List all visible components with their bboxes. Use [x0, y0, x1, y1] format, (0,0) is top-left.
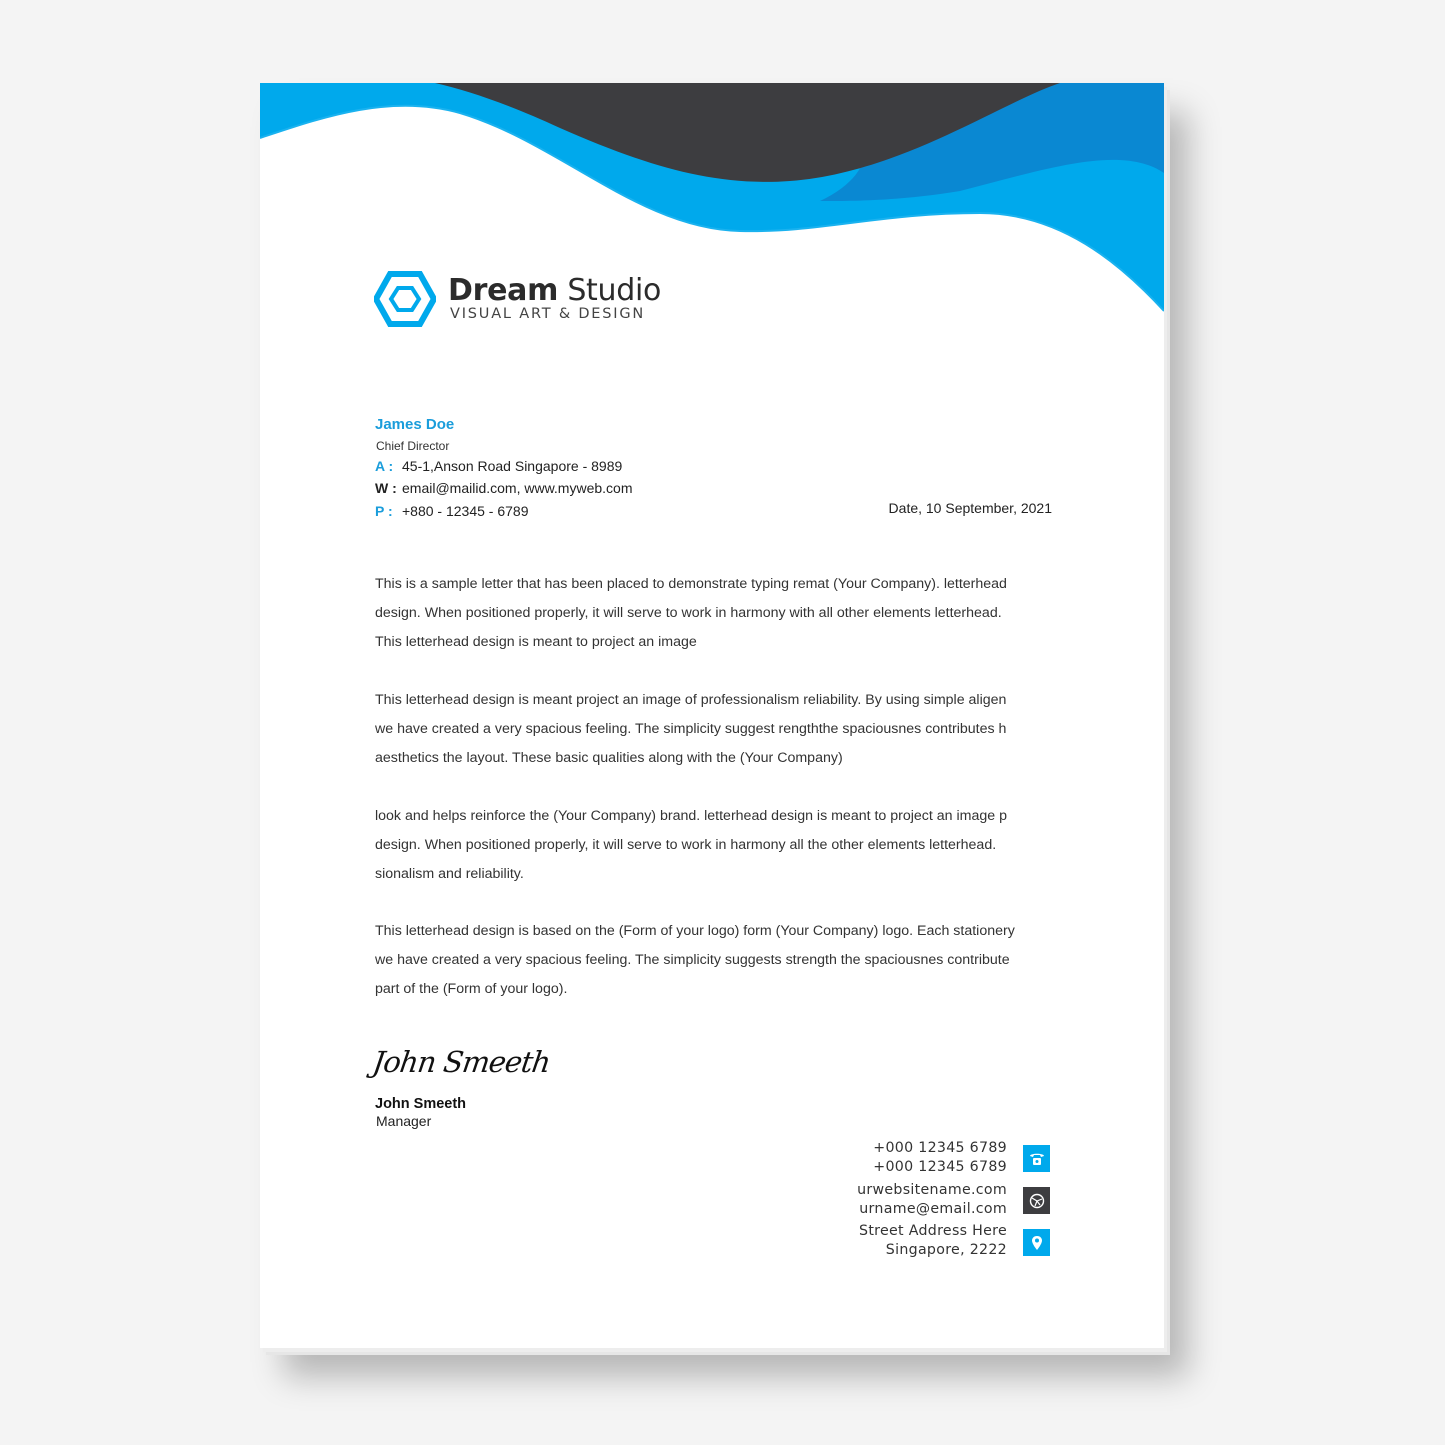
sender-name: James Doe	[375, 416, 455, 433]
footer-address: Street Address Here Singapore, 2222	[859, 1223, 1007, 1258]
body-paragraph-4: This letterhead design is based on the (Form of your logo) form (Your Company) logo. Each stationery we have created a very spacious feeling. The simplicity suggests strength the spaciousnes contribute part of the (Form of your logo).	[375, 923, 1015, 997]
sender-phone-row: P : +880 - 12345 - 6789	[375, 503, 529, 519]
globe-icon	[1023, 1187, 1050, 1214]
letterhead-page	[260, 83, 1164, 1348]
handwritten-signature: John Smeeth	[370, 1045, 553, 1079]
letter-date: Date, 10 September, 2021	[888, 500, 1052, 516]
footer-phones: +000 12345 6789 +000 12345 6789	[873, 1140, 1007, 1175]
signer-name: John Smeeth	[375, 1096, 467, 1112]
signer-title: Manager	[376, 1113, 432, 1129]
hexagon-logo-icon	[374, 271, 436, 327]
footer-web-email: urwebsitename.com urname@email.com	[857, 1182, 1007, 1217]
sender-role: Chief Director	[376, 439, 450, 453]
sender-web: email@mailid.com, www.myweb.com	[402, 480, 633, 496]
sender-web-row: W : email@mailid.com, www.myweb.com	[375, 480, 633, 496]
sender-address-row: A : 45-1,Anson Road Singapore - 8989	[375, 458, 623, 474]
brand-tagline: VISUAL ART & DESIGN	[450, 306, 646, 322]
body-paragraph-2: This letterhead design is meant project an image of professionalism reliability. By using simple aligen we have created a very spacious feeling. The simplicity suggest rengththe spaciousnes contributes h aesthetics the layout. These basic qualities along with the (Your Company)	[375, 692, 1007, 766]
sender-address: 45-1,Anson Road Singapore - 8989	[402, 458, 623, 474]
sender-phone: +880 - 12345 - 6789	[402, 503, 529, 519]
phone-icon	[1023, 1145, 1050, 1172]
body-paragraph-1: This is a sample letter that has been placed to demonstrate typing remat (Your Company). letterhead design. When positioned properly, it will serve to work in harmony with all other elements letterhead. This letterhead design is meant to project an image	[375, 576, 1007, 650]
location-pin-icon	[1023, 1229, 1050, 1256]
body-paragraph-3: look and helps reinforce the (Your Company) brand. letterhead design is meant to project an image p design. When positioned properly, it will serve to work in harmony all the other elements letterhead. sionalism and reliability.	[375, 808, 1007, 882]
brand-name: Dream Studio	[448, 273, 662, 308]
